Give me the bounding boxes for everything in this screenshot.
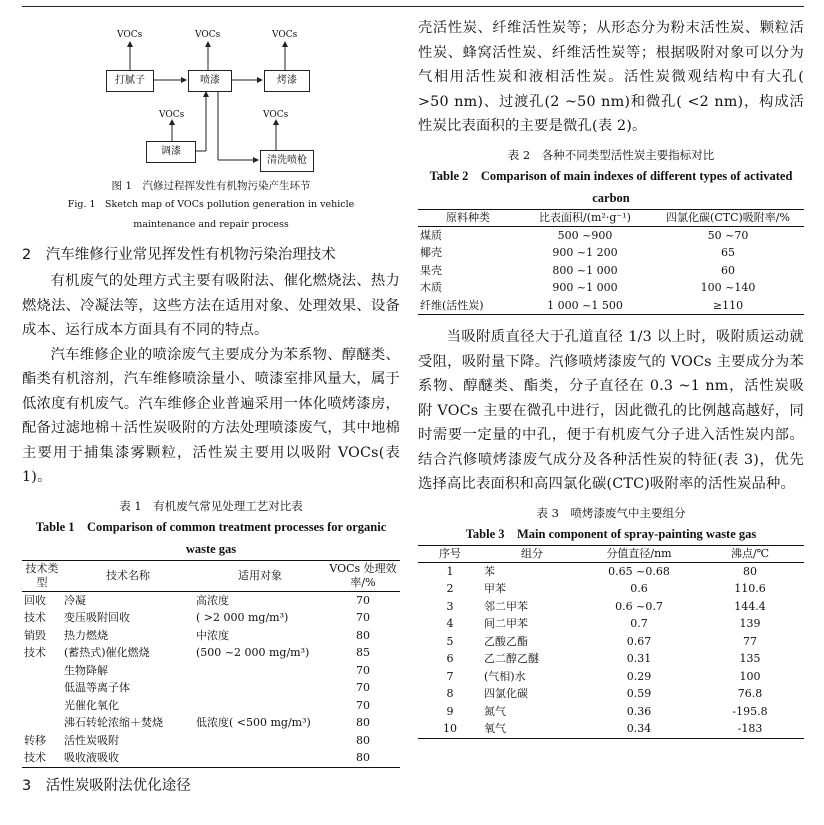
process-box-putty: 打腻子 (106, 70, 154, 92)
table-1-row-cell (22, 714, 62, 732)
table-1-row (22, 732, 400, 750)
table-3-row-cell: 0.29 (626, 669, 652, 683)
process-box-clean-gun: 清洗喷枪 (260, 150, 314, 172)
table-1-row-cell (22, 679, 62, 697)
table-3-row-cell: 100 (739, 669, 761, 683)
table-3-row-cell: 135 (739, 652, 761, 665)
figure-1-caption-en: Fig. 1 Sketch map of VOCs pollution generation in vehicle maintenance and repair process (67, 199, 355, 230)
table-1-row (22, 591, 400, 609)
table-3-row-cell: 0.36 (626, 704, 652, 718)
table-3-row-cell: 乙酸乙酯 (484, 634, 528, 648)
table-3-row (418, 668, 804, 686)
table-1-row-cell (194, 679, 326, 697)
table-3-row-cell: 邻二甲苯 (484, 599, 528, 613)
table-2-row-cell: 椰壳 (420, 246, 442, 259)
table-1-row (22, 662, 400, 680)
table-1-caption-cn: 表 1 有机废气常见处理工艺对比表 (119, 498, 303, 513)
table-2-caption-cn: 表 2 各种不同类型活性炭主要指标对比 (507, 147, 715, 162)
table-3-row-cell: 77 (743, 634, 757, 648)
table-1 (22, 560, 400, 768)
table-3-row-cell: 0.6 ~0.7 (615, 599, 663, 613)
table-3-row-cell: 8 (446, 687, 454, 700)
table-3-row-cell: 0.31 (626, 652, 652, 665)
table-2-row (418, 244, 804, 262)
table-3-row (418, 685, 804, 703)
table-2-row-cell: 65 (721, 246, 735, 259)
table-3-row (418, 650, 804, 668)
table-3-row-cell: 80 (743, 564, 757, 578)
table-1-row (22, 714, 400, 732)
table-3-row-cell: 7 (446, 669, 454, 683)
table-3-caption-cn: 表 3 喷烤漆废气中主要组分 (536, 505, 686, 520)
table-1-row-cell: 活性炭吸附 (64, 733, 119, 747)
table-1-row-cell: 80 (356, 628, 370, 642)
table-3-row-cell: 10 (443, 722, 457, 735)
process-box-bake: 烤漆 (264, 70, 310, 92)
table-3-row-cell: 76.8 (737, 687, 763, 700)
right-column (418, 16, 804, 739)
section-2-paragraph-2: 汽车维修企业的喷涂废气主要成分为苯系物、醇醚类、酯类有机溶剂，汽车维修喷涂量小、喷漆室排风量大，属于低浓度有机废气。汽车维修企业普遍采用一体化喷烤漆房，配备过滤地棉＋活性炭吸附的方法处理喷漆废气，其中地棉主要用于捕集漆雾颗粒，活性炭主要用以吸附 VOCs(表 1)。 (22, 346, 400, 485)
process-box-spray: 喷漆 (188, 70, 232, 92)
table-2-row-cell: 果壳 (420, 263, 442, 277)
table-3-row-cell: -195.8 (732, 704, 768, 718)
table-3-row-cell: 9 (446, 704, 454, 718)
table-1-row-cell: 销毁 (24, 628, 46, 642)
table-3-row-cell: 甲苯 (484, 582, 506, 595)
table-1-row-cell: 70 (356, 593, 370, 607)
table-3-row-cell: 0.6 (630, 582, 648, 595)
table-1-row-cell: 技术 (24, 751, 46, 764)
table-3-header-component: 组分 (521, 546, 543, 560)
table-3-row-cell: 0.65 ~0.68 (608, 564, 670, 578)
table-1-row-cell: 光催化氧化 (64, 698, 119, 712)
table-2-row-cell: 60 (721, 263, 735, 277)
table-1-row-cell: 冷凝 (64, 593, 86, 607)
table-2-row-cell: 50 ~70 (707, 228, 749, 242)
table-3-row-cell: 5 (446, 634, 454, 648)
table-3-header-diameter: 分值直径/nm (606, 546, 672, 560)
table-1-row-cell: 70 (356, 681, 370, 694)
vocs-label: VOCs (159, 110, 185, 120)
table-2-row-cell: 800 ~1 000 (552, 263, 618, 277)
table-3-row-cell: 0.67 (626, 634, 652, 648)
table-2-header-material: 原料种类 (446, 210, 490, 224)
table-1-row-cell: 吸收液吸收 (64, 751, 119, 764)
table-1-row-cell: 变压吸附回收 (64, 611, 130, 624)
table-1-row-cell: 70 (356, 663, 370, 677)
table-3-row (418, 633, 804, 651)
table-1-row (22, 749, 400, 767)
table-1-caption-en: Table 1 Comparison of common treatment processes for organic waste gas (35, 519, 387, 556)
vocs-label: VOCs (272, 30, 298, 40)
table-1-row (22, 609, 400, 627)
table-3-row-cell: 氮气 (484, 704, 506, 718)
table-3-row-cell: 四氯化碳 (484, 687, 528, 700)
table-2-header-surface-area: 比表面积/(m²·g⁻¹) (539, 210, 631, 224)
table-3-row-cell: 144.4 (734, 599, 766, 613)
table-3-row-cell: 6 (446, 652, 454, 665)
table-1-row-cell: 热力燃烧 (64, 628, 108, 642)
table-3-row-cell: 0.59 (626, 687, 652, 700)
table-1-row-cell: 80 (356, 733, 370, 747)
table-1-row (22, 697, 400, 715)
table-1-row-cell: 高浓度 (196, 593, 229, 607)
table-3-row-cell: 乙二醇乙醚 (484, 652, 539, 665)
table-3-row-cell: 110.6 (734, 582, 766, 595)
table-3-row (418, 580, 804, 598)
table-3-row-cell: 间二甲苯 (484, 617, 528, 630)
table-3-row (418, 720, 804, 738)
table-1-row-cell: 技术 (24, 611, 46, 624)
table-2-row-cell: 900 ~1 000 (552, 281, 618, 294)
table-2-row (418, 279, 804, 297)
vocs-label: VOCs (263, 110, 289, 120)
table-1-row-cell: (蓄热式)催化燃烧 (64, 646, 150, 659)
table-1-row-cell: 85 (356, 646, 370, 659)
table-3-row (418, 598, 804, 616)
table-3-row-cell: 氧气 (484, 722, 506, 735)
table-3-row (418, 562, 804, 580)
table-3-row (418, 703, 804, 721)
table-1-row-cell: 70 (356, 611, 370, 624)
table-1-header-target: 适用对象 (238, 568, 282, 582)
table-1-row-cell: 80 (356, 751, 370, 764)
table-1-row-cell: 沸石转轮浓缩＋焚烧 (64, 716, 163, 729)
table-1-header-name: 技术名称 (106, 568, 150, 582)
vocs-label: VOCs (117, 30, 143, 40)
table-3-row (418, 615, 804, 633)
table-2-row-cell: ≥110 (712, 298, 744, 312)
table-2-row-cell: 100 ~140 (700, 281, 756, 294)
table-1-row-cell: 低浓度( <500 mg/m³) (196, 716, 311, 729)
section-2-paragraph-1: 有机废气的处理方式主要有吸附法、催化燃烧法、热力燃烧法、冷凝法等，这些方法在适用对象、处理效果、设备成本、运行成本方面具有不同的特点。 (22, 273, 400, 338)
table-3-row-cell: -183 (737, 722, 763, 735)
table-1-row-cell: 回收 (24, 593, 46, 607)
table-1-header-type: 技术类型 (25, 561, 59, 589)
table-3-row-cell: 0.7 (630, 617, 648, 630)
table-2-row-cell: 900 ~1 200 (552, 246, 618, 259)
table-1-header-efficiency: VOCs 处理效率/% (329, 561, 397, 589)
table-1-row-cell (22, 662, 62, 680)
table-1-row-cell: 技术 (24, 646, 46, 659)
table-1-row-cell: 80 (356, 716, 370, 729)
table-2-row-cell: 煤质 (420, 228, 442, 242)
table-2-row-cell: 木质 (420, 281, 442, 294)
table-3-row-cell: 3 (446, 599, 454, 613)
left-column (22, 14, 400, 800)
figure-1-caption-cn: 图 1 汽修过程挥发性有机物污染产生环节 (111, 180, 311, 192)
table-1-row (22, 679, 400, 697)
process-box-mix: 调漆 (146, 141, 196, 163)
table-2-row-cell: 500 ~900 (557, 228, 613, 242)
table-1-row-cell: 生物降解 (64, 663, 108, 677)
table-3-row-cell: 苯 (484, 564, 495, 578)
table-3-row-cell: (气相)水 (484, 669, 526, 683)
table-3-row-cell: 0.34 (626, 722, 652, 735)
table-1-row-cell (194, 749, 326, 767)
table-1-row-cell: 70 (356, 698, 370, 712)
figure-1 (22, 14, 400, 174)
table-1-row-cell (194, 697, 326, 715)
table-3-header-boiling-point: 沸点/℃ (730, 546, 769, 560)
table-1-row-cell: 中浓度 (196, 628, 229, 642)
table-2-caption-en: Table 2 Comparison of main indexes of different types of activated carbon (429, 168, 793, 205)
table-1-row-cell (194, 662, 326, 680)
table-1-row-cell: ( >2 000 mg/m³) (196, 611, 289, 624)
vocs-label: VOCs (195, 30, 221, 40)
right-paragraph-top: 壳活性炭、纤维活性炭等；从形态分为粉末活性炭、颗粒活性炭、蜂窝活性炭、纤维活性炭等；根据吸附对象可以分为气相用活性炭和液相活性炭。活性炭微观结构中有大孔( >50 nm)、过渡孔(2 ~50 nm)和微孔( <2 nm)，构成活性炭比表面积的主要是微孔(表 2)。 (418, 20, 804, 134)
table-2-row (418, 262, 804, 280)
table-1-row (22, 644, 400, 662)
table-2-row (418, 226, 804, 244)
table-3-row-cell: 139 (739, 617, 761, 630)
right-paragraph-mid: 当吸附质直径大于孔道直径 1/3 以上时，吸附质运动就受阻，吸附量下降。汽修喷烤漆废气的 VOCs 主要成分为苯系物、醇醚类、酯类，分子直径在 0.3 ~1 nm，活性炭吸附 VOCs 主要在微孔中进行，因此微孔的比例越高越好，同时需要一定量的中孔，便于有机废气分子进入活性炭内部。结合汽修喷烤漆废气成分及各种活性炭的特征(表 3)，优先选择高比表面积和高四氯化碳(CTC)吸附率的活性炭品种。 (418, 329, 804, 492)
table-1-row-cell (194, 732, 326, 750)
table-2-row (418, 297, 804, 315)
table-1-row-cell: 低温等离子体 (64, 681, 130, 694)
table-3-header-index: 序号 (439, 546, 461, 560)
page-top-rule (22, 6, 804, 7)
table-3-row-cell: 4 (446, 617, 454, 630)
section-2-heading: 2 汽车维修行业常见挥发性有机物污染治理技术 (22, 247, 336, 263)
table-1-row (22, 627, 400, 645)
table-1-row-cell: (500 ~2 000 mg/m³) (196, 646, 310, 659)
table-1-row-cell: 转移 (24, 733, 46, 747)
table-3-caption-en: Table 3 Main component of spray-painting waste gas (465, 526, 757, 541)
table-3-row-cell: 2 (446, 582, 454, 595)
table-3-row-cell: 1 (446, 564, 454, 578)
section-3-heading: 3 活性炭吸附法优化途径 (22, 777, 191, 794)
table-1-row-cell (22, 697, 62, 715)
table-3 (418, 545, 804, 739)
table-2-row-cell: 1 000 ~1 500 (547, 298, 623, 312)
table-2-header-ctc: 四氯化碳(CTC)吸附率/% (666, 210, 790, 224)
table-2-row-cell: 纤维(活性炭) (420, 298, 484, 312)
table-2 (418, 209, 804, 316)
